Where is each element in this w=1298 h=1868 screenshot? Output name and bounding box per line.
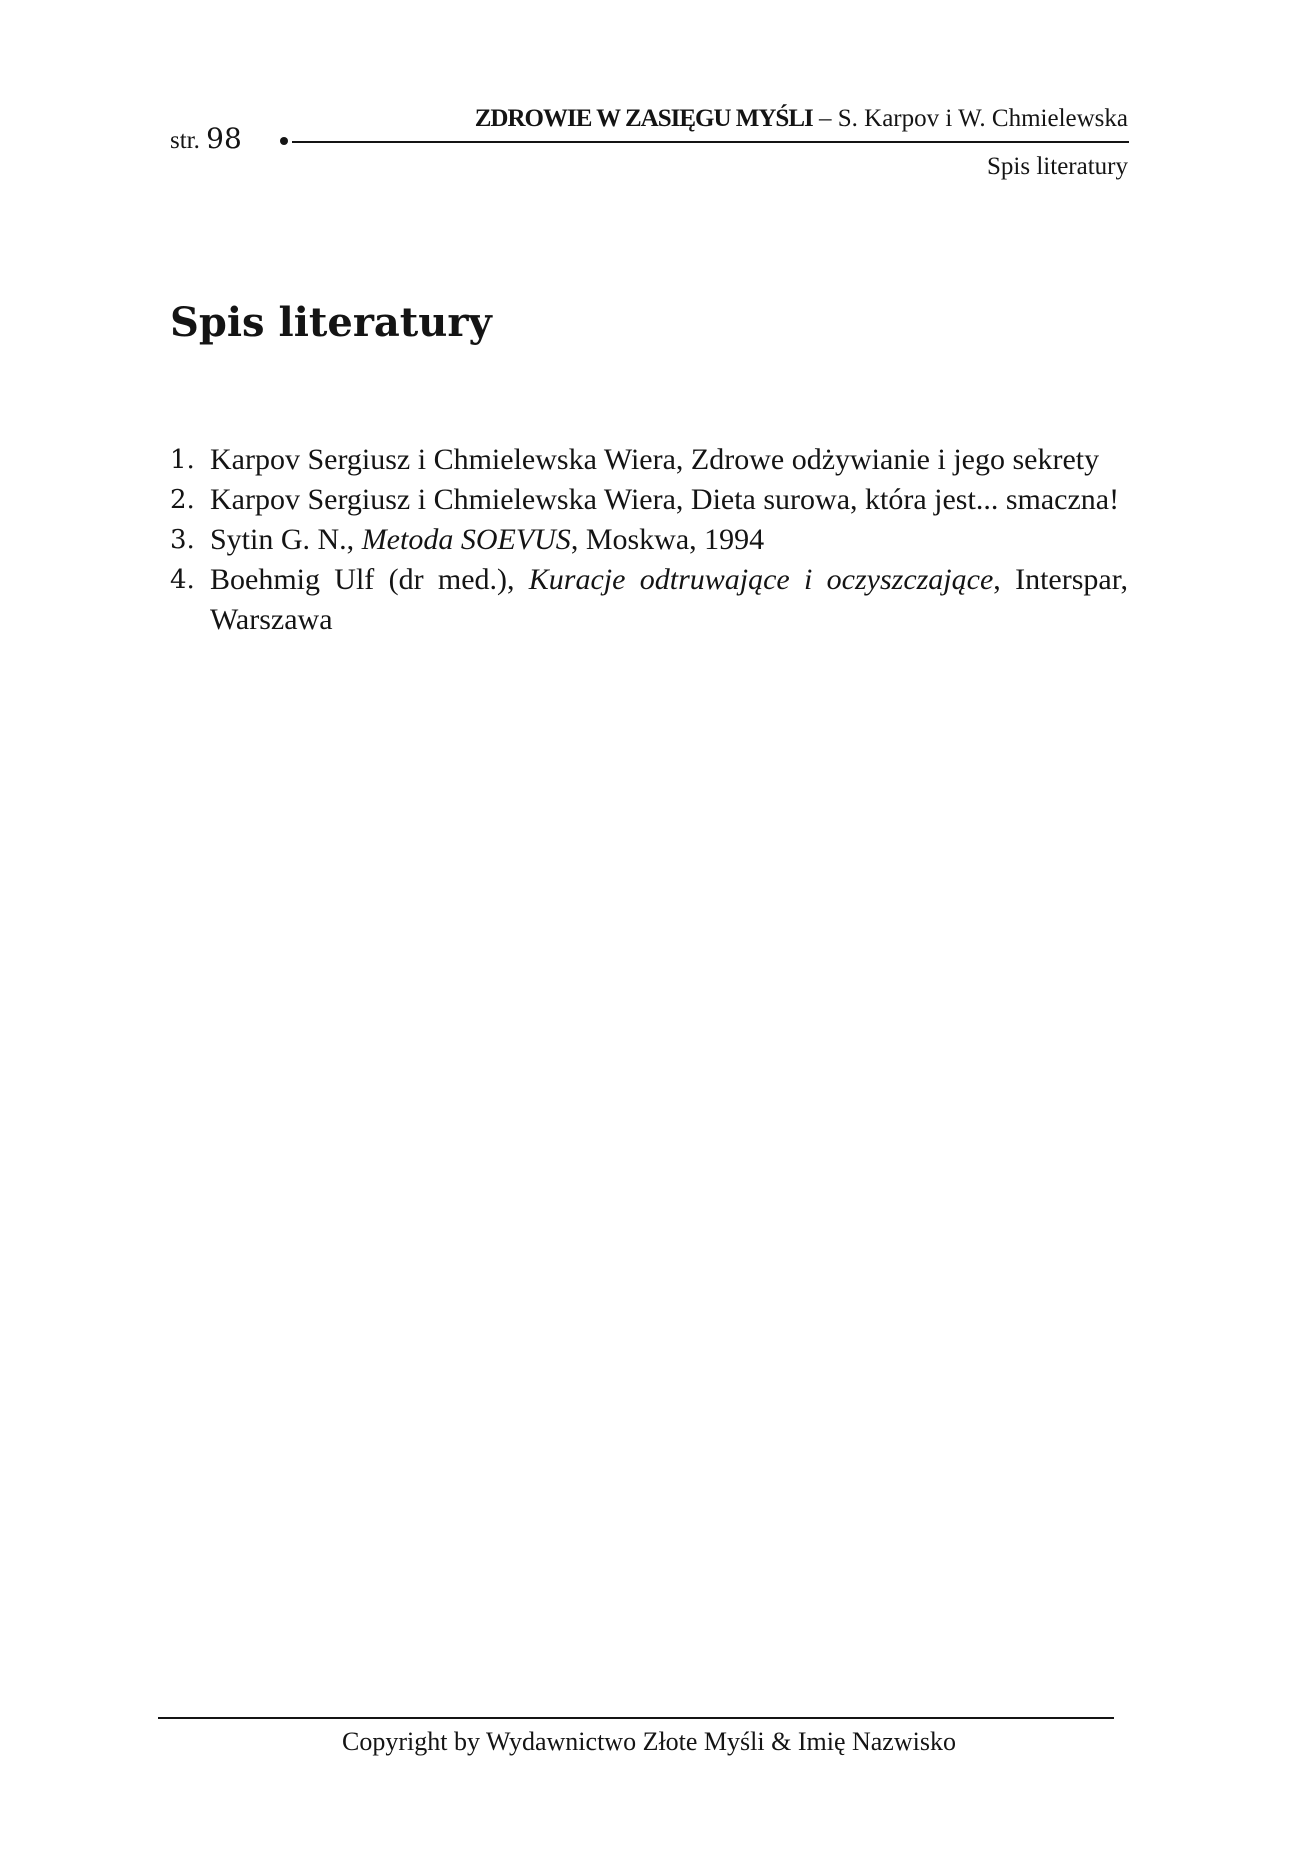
bibliography-item-number: 1. bbox=[170, 445, 195, 475]
bibliography-item-text bbox=[210, 520, 1128, 560]
bibliography-item-text: Karpov Sergiusz i Chmielewska Wiera, Zdrowe odżywianie i jego sekrety bbox=[210, 443, 1100, 476]
book-authors: S. Karpov i W. Chmielewska bbox=[837, 105, 1128, 132]
header-bullet bbox=[280, 137, 288, 145]
chapter-title: Spis literatury bbox=[170, 299, 492, 346]
page-number-value: 98 bbox=[206, 122, 242, 155]
bibliography-item bbox=[170, 480, 1128, 520]
bibliography-item-author: Boehmig Ulf (dr med.), bbox=[210, 563, 529, 596]
bibliography-item bbox=[170, 440, 1128, 480]
title-separator: – bbox=[812, 105, 838, 132]
bibliography-item-text bbox=[210, 560, 1128, 640]
footer-copyright: Copyright by Wydawnictwo Złote Myśli & Imię Nazwisko bbox=[342, 1727, 956, 1756]
page-number bbox=[170, 124, 242, 156]
bibliography-item-rest: , Interspar, Warszawa bbox=[210, 563, 1128, 636]
book-title: ZDROWIE W ZASIĘGU MYŚLI bbox=[474, 105, 813, 132]
section-label: Spis literatury bbox=[987, 153, 1128, 180]
bibliography-item-author: Sytin G. N., bbox=[210, 523, 362, 556]
bibliography-item-number: 2. bbox=[170, 485, 195, 515]
header-rule bbox=[292, 141, 1129, 143]
bibliography-item bbox=[170, 560, 1128, 640]
footer-rule bbox=[158, 1717, 1114, 1719]
bibliography-list bbox=[170, 440, 1128, 640]
bibliography-item-number: 4. bbox=[170, 565, 195, 595]
running-title bbox=[475, 104, 1128, 134]
bibliography-item-title: Kuracje odtruwające i oczyszczające bbox=[528, 563, 994, 596]
bibliography-item-title: Metoda SOEVUS bbox=[361, 523, 571, 556]
bibliography-item-number: 3. bbox=[170, 525, 195, 555]
bibliography-item bbox=[170, 520, 1128, 560]
page-number-prefix: str. bbox=[170, 127, 200, 154]
bibliography-item-text: Karpov Sergiusz i Chmielewska Wiera, Dieta surowa, która jest... smaczna! bbox=[210, 483, 1120, 516]
bibliography-item-rest: , Moskwa, 1994 bbox=[570, 523, 765, 556]
